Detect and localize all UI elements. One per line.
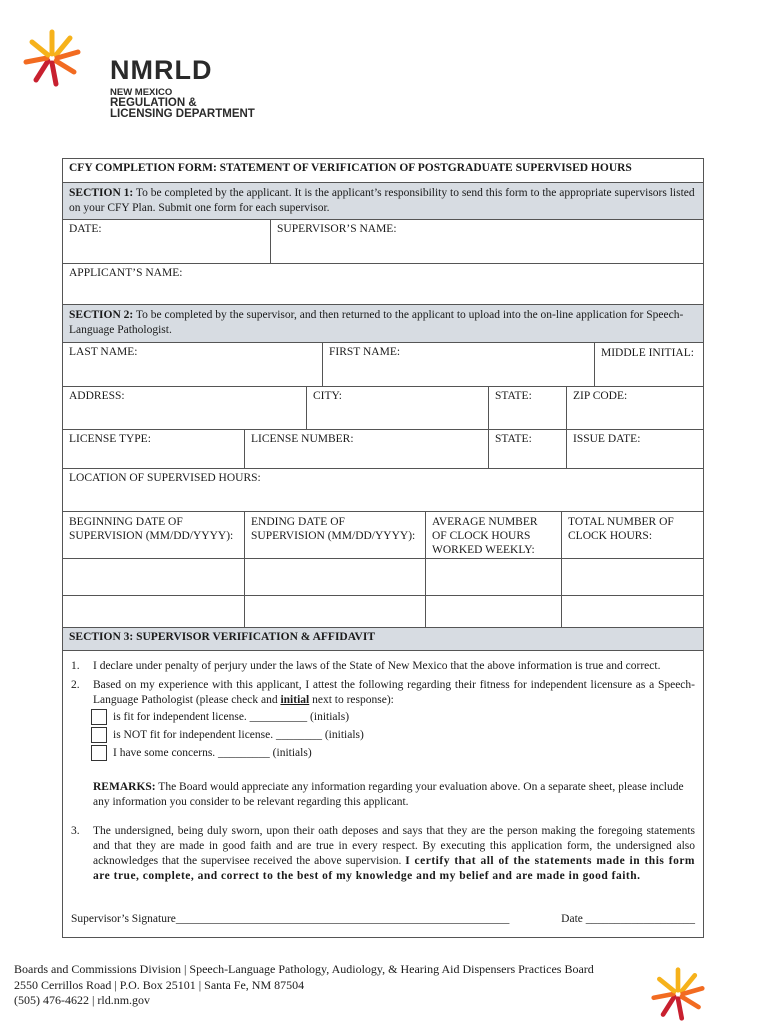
remarks-text: The Board would appreciate any information regarding your evaluation above. On a separate sheet, please include any information you consider to be relevant regarding this applicant. — [93, 781, 684, 808]
affidavit-item-2 — [71, 678, 695, 708]
item3-text-a: The undersigned, being duly sworn, upon their oath deposes and says that they are the person making the foregoing statements and that they are made in good faith and are true in every respect. By executing this application form, the undersigned also acknowledges that the supervisee received the above supervision. — [93, 825, 695, 867]
footer-line1: Boards and Commissions Division | Speech-Language Pathology, Audiology, & Hearing Aid Dispensers Practices Board — [14, 962, 594, 976]
section2-text: To be completed by the supervisor, and then returned to the applicant to upload into the on-line application for Speech-Language Pathologist. — [69, 309, 684, 336]
beginning-date-header: BEGINNING DATE OF SUPERVISION (MM/DD/YYYY): — [63, 512, 245, 558]
avg-hours-header: AVERAGE NUMBER OF CLOCK HOURS WORKED WEEKLY: — [426, 512, 562, 558]
avg-hours-cell[interactable] — [426, 596, 562, 627]
form-title: CFY COMPLETION FORM: STATEMENT OF VERIFICATION OF POSTGRADUATE SUPERVISED HOURS — [69, 162, 632, 174]
item3-certification: I certify that all of the statements made in this form are true, complete, and correct to the best of my knowledge and my belief and are made in good faith. — [93, 855, 695, 882]
affidavit-item-1 — [71, 659, 695, 674]
item2-text-c: next to response): — [309, 694, 394, 706]
supervisor-name-field[interactable] — [271, 220, 703, 263]
signature-date-label: Date ___________________ — [561, 913, 695, 925]
middle-initial-label: MIDDLE INITIAL: — [601, 347, 694, 359]
first-name-field[interactable] — [323, 343, 595, 386]
section3-heading: SECTION 3: SUPERVISOR VERIFICATION & AFFIDAVIT — [69, 631, 375, 643]
brand-line2: REGULATION & — [110, 97, 197, 109]
middle-initial-field[interactable] — [595, 343, 703, 386]
item2-text-a: Based on my experience with this applicant, I attest the following regarding their fitness for independent licensure as a Speech-Language Pathologist (please check and — [93, 679, 695, 706]
avg-hours-cell[interactable] — [426, 559, 562, 595]
signature-line[interactable] — [71, 912, 695, 927]
state-field[interactable] — [489, 387, 567, 429]
concerns-option[interactable] — [91, 744, 695, 762]
item-text — [93, 824, 695, 884]
fit-checkbox[interactable] — [91, 709, 107, 725]
beginning-date-cell[interactable] — [63, 596, 245, 627]
ending-date-cell[interactable] — [245, 596, 426, 627]
item-number: 2. — [71, 679, 80, 691]
state-label: STATE: — [495, 390, 532, 402]
zip-code-label: ZIP CODE: — [573, 390, 628, 402]
ending-date-cell[interactable] — [245, 559, 426, 595]
license-number-field[interactable] — [245, 430, 489, 468]
ending-date-header: ENDING DATE OF SUPERVISION (MM/DD/YYYY): — [245, 512, 426, 558]
brand-line3: LICENSING DEPARTMENT — [110, 108, 255, 120]
applicant-name-field[interactable] — [63, 264, 703, 304]
concerns-checkbox[interactable] — [91, 745, 107, 761]
concerns-option-label: I have some concerns. _________ (initials) — [113, 746, 312, 759]
item-number: 3. — [71, 825, 80, 837]
item-text — [93, 678, 695, 708]
section3-body — [63, 651, 703, 937]
license-type-field[interactable] — [63, 430, 245, 468]
remarks — [93, 780, 695, 810]
section2-heading: SECTION 2: — [69, 309, 134, 321]
item-text: I declare under penalty of perjury under the laws of the State of New Mexico that the above information is true and correct. — [93, 660, 661, 672]
license-state-label: STATE: — [495, 433, 532, 445]
location-label: LOCATION OF SUPERVISED HOURS: — [69, 472, 261, 484]
applicant-name-label: APPLICANT’S NAME: — [69, 267, 183, 279]
affidavit-item-3 — [71, 824, 695, 884]
section1-text: To be completed by the applicant. It is the applicant’s responsibility to send this form to the appropriate supervisors listed on your CFY Plan. Submit one form for each supervisor. — [69, 187, 695, 214]
remarks-label: REMARKS: — [93, 781, 156, 793]
last-name-label: LAST NAME: — [69, 346, 138, 358]
not-fit-checkbox[interactable] — [91, 727, 107, 743]
not-fit-option[interactable] — [91, 726, 695, 744]
address-label: ADDRESS: — [69, 390, 125, 402]
total-hours-header: TOTAL NUMBER OF CLOCK HOURS: — [568, 516, 674, 542]
address-field[interactable] — [63, 387, 307, 429]
fit-option[interactable] — [91, 708, 695, 726]
footer — [14, 962, 594, 1009]
item2-initial-emphasis: initial — [280, 694, 310, 706]
section1-heading: SECTION 1: — [69, 187, 134, 199]
beginning-date-cell[interactable] — [63, 559, 245, 595]
total-hours-cell[interactable] — [562, 596, 703, 627]
issue-date-label: ISSUE DATE: — [573, 433, 641, 445]
city-label: CITY: — [313, 390, 342, 402]
issue-date-field[interactable] — [567, 430, 703, 468]
date-label: DATE: — [69, 223, 102, 235]
last-name-field[interactable] — [63, 343, 323, 386]
footer-address: 2550 Cerrillos Road | P.O. Box 25101 | Santa Fe, NM 87504 — [14, 977, 305, 992]
date-field[interactable] — [63, 220, 271, 263]
city-field[interactable] — [307, 387, 489, 429]
item-number: 1. — [71, 660, 80, 672]
footer-contact: (505) 476-4622 | rld.nm.gov — [14, 993, 151, 1007]
cfy-form — [62, 158, 704, 938]
nmrld-footer-logo-icon — [650, 966, 706, 1022]
license-state-field[interactable] — [489, 430, 567, 468]
zip-code-field[interactable] — [567, 387, 703, 429]
location-field[interactable] — [63, 469, 703, 511]
fit-option-label: is fit for independent license. __________ (initials) — [113, 710, 350, 723]
license-type-label: LICENSE TYPE: — [69, 433, 151, 445]
brand-name: NMRLD — [110, 55, 213, 85]
first-name-label: FIRST NAME: — [329, 346, 401, 358]
not-fit-option-label: is NOT fit for independent license. ________ (initials) — [113, 728, 364, 741]
nmrld-logo-icon — [22, 28, 82, 88]
supervisor-signature-label: Supervisor’s Signature__________________________________________________________ — [71, 913, 510, 925]
section2-instructions — [63, 305, 703, 342]
brand-block — [110, 55, 255, 120]
total-hours-cell[interactable] — [562, 559, 703, 595]
brand-line1: NEW MEXICO — [110, 87, 173, 98]
section1-instructions — [63, 183, 703, 219]
supervisor-name-label: SUPERVISOR’S NAME: — [277, 223, 397, 235]
license-number-label: LICENSE NUMBER: — [251, 433, 354, 445]
